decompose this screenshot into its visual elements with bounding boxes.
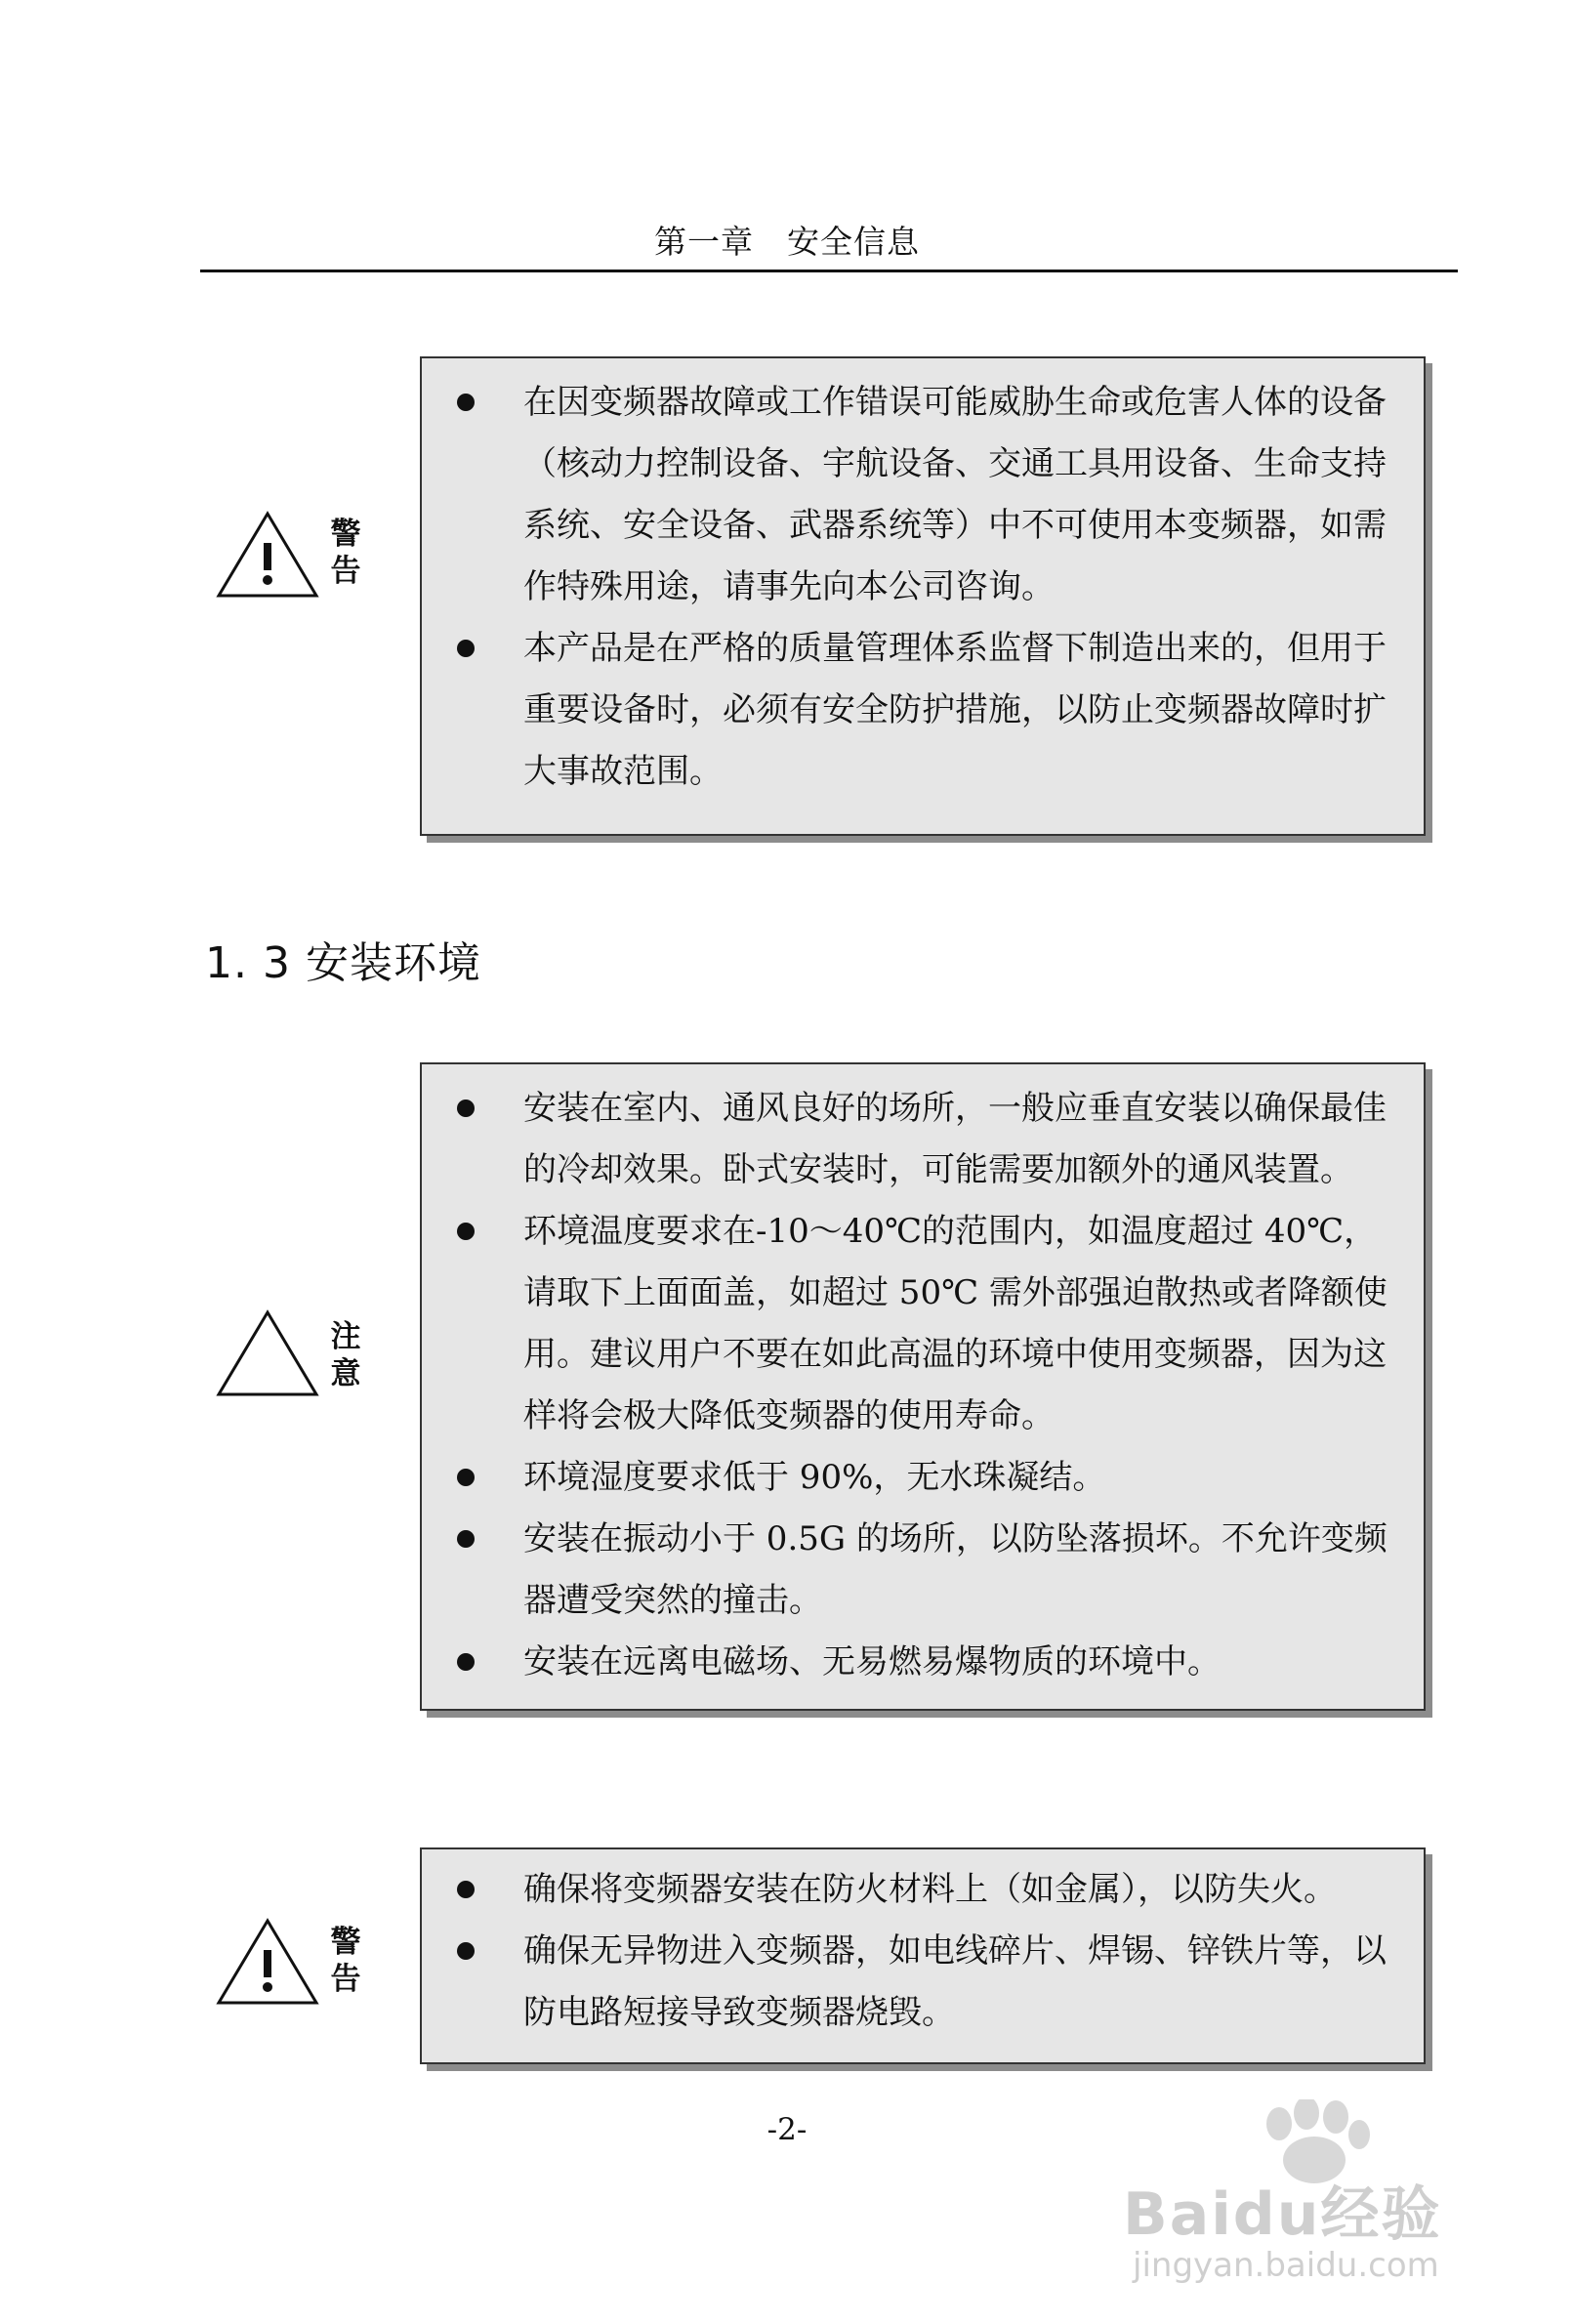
warning-item-text: 本产品是在严格的质量管理体系监督下制造出来的，但用于重要设备时，必须有安全防护措施，以防止变频器故障时扩大事故范围。 <box>523 629 1387 791</box>
bullet-icon <box>457 1881 475 1898</box>
warning-item-text: 确保将变频器安装在防火材料上（如金属），以防失火。 <box>523 1870 1337 1909</box>
warning-triangle-icon <box>215 510 320 600</box>
caution-triangle-icon <box>215 1308 320 1398</box>
warning-triangle-icon <box>215 1917 320 2007</box>
caution-item-text: 安装在振动小于 0.5G 的场所，以防坠落损坏。不允许变频器遭受突然的撞击。 <box>523 1519 1388 1620</box>
bullet-icon <box>457 1942 475 1960</box>
warning-item-text: 确保无异物进入变频器，如电线碎片、焊锡、锌铁片等，以防电路短接导致变频器烧毁。 <box>523 1931 1387 2032</box>
bullet-icon <box>457 1469 475 1486</box>
watermark <box>1123 2099 1513 2295</box>
bullet-icon <box>457 394 475 411</box>
warning-box-fire-safety <box>420 1847 1426 2064</box>
page-number: -2- <box>766 2112 808 2147</box>
caution-item-text: 安装在室内、通风良好的场所，一般应垂直安装以确保最佳的冷却效果。卧式安装时，可能需要加额外的通风装置。 <box>523 1089 1387 1189</box>
list-item <box>422 1078 1424 1201</box>
warning-label: 警告 <box>330 517 361 589</box>
watermark-url: jingyan.baidu.com <box>1133 2246 1439 2285</box>
bullet-icon <box>457 1653 475 1671</box>
warning-item-text: 在因变频器故障或工作错误可能威胁生命或危害人体的设备（核动力控制设备、宇航设备、交通工具用设备、生命支持系统、安全设备、武器系统等）中不可使用本变频器，如需作特殊用途，请事先向本公司咨询。 <box>523 383 1387 606</box>
list-item <box>422 1859 1424 1921</box>
warning-label: 警告 <box>330 1925 361 1997</box>
bullet-icon <box>457 1100 475 1117</box>
list-item <box>422 1632 1424 1693</box>
bullet-icon <box>457 1530 475 1548</box>
bullet-icon <box>457 1223 475 1240</box>
watermark-logo: Baidu经验 <box>1123 2180 1442 2249</box>
caution-box-installation-environment <box>420 1062 1426 1711</box>
list-item <box>422 1509 1424 1632</box>
list-item <box>422 618 1424 803</box>
chapter-title: 第一章 安全信息 <box>654 223 920 261</box>
list-item <box>422 1447 1424 1509</box>
caution-item-text: 环境温度要求在-10～40℃的范围内，如温度超过 40℃，请取下上面面盖，如超过 50℃ 需外部强迫散热或者降额使用。建议用户不要在如此高温的环境中使用变频器，因为这样将会极大降低变频器的使用寿命。 <box>523 1212 1388 1435</box>
caution-item-text: 环境湿度要求低于 90%，无水珠凝结。 <box>523 1458 1106 1497</box>
caution-item-text: 安装在远离电磁场、无易燃易爆物质的环境中。 <box>523 1642 1221 1681</box>
header-divider <box>200 270 1458 272</box>
list-item <box>422 1201 1424 1447</box>
bullet-icon <box>457 640 475 657</box>
caution-label: 注意 <box>330 1319 361 1391</box>
list-item <box>422 372 1424 618</box>
list-item <box>422 1921 1424 2044</box>
section-heading: 1. 3 安装环境 <box>205 938 481 988</box>
warning-box-device-usage <box>420 356 1426 836</box>
